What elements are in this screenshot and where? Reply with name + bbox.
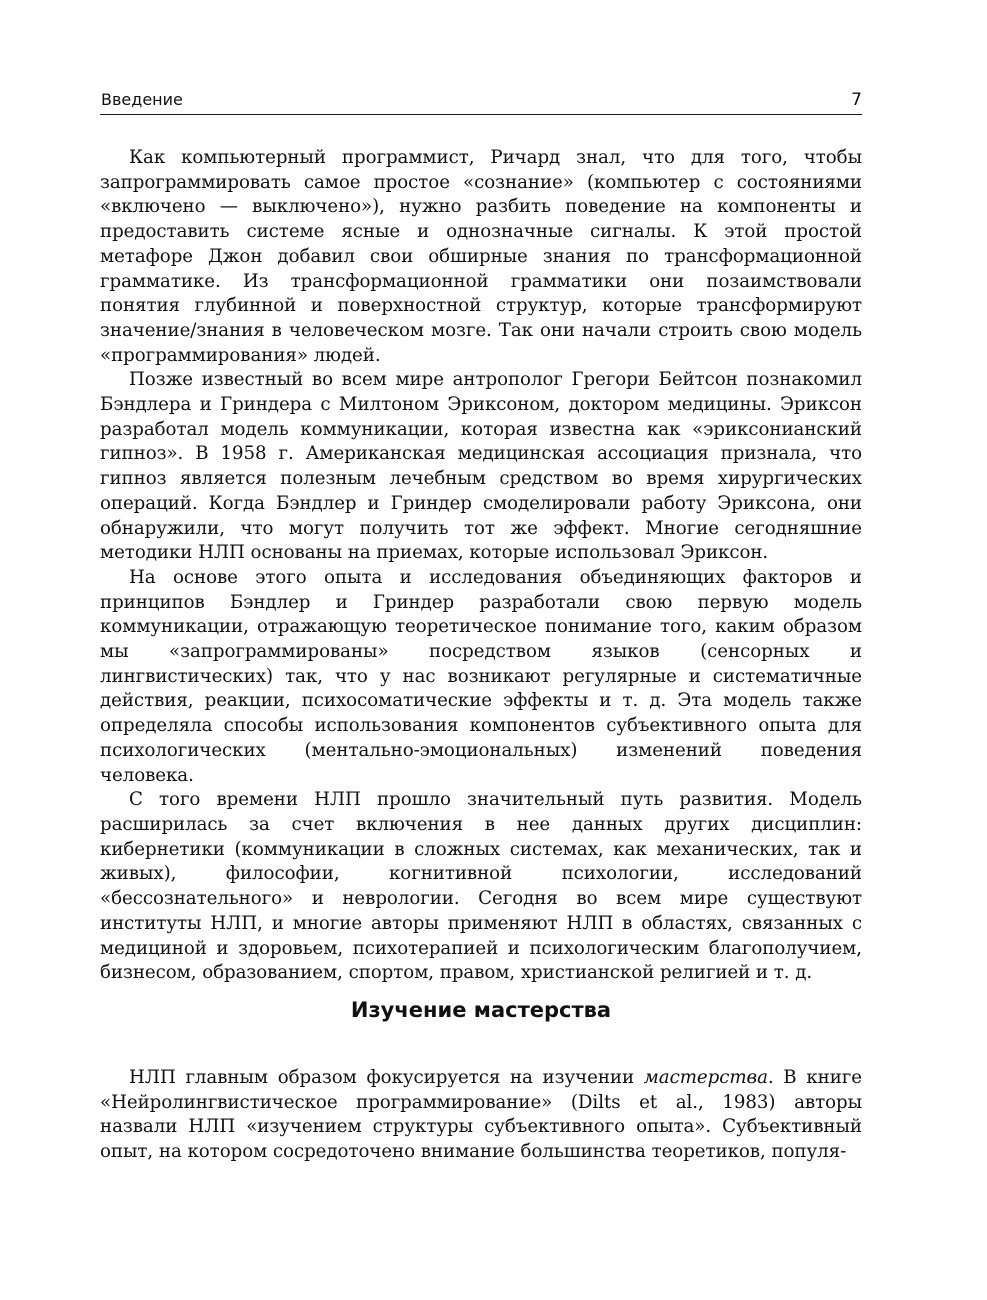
running-header [100, 88, 862, 115]
section-title: Введение [101, 90, 183, 109]
paragraph-2: Позже известный во всем мире антрополог Грегори Бейтсон познакомил Бэндлера и Гриндера с Милтоном Эриксоном, доктором медицины. Эриксон разработал модель коммуникации, которая известна как «эриксонианский гипноз». В 1958 г. Американская медицинская ассоциация признала, что гипноз является полезным лечебным средством во время хирургических операций. Когда Бэндлер и Гриндер смоделировали работу Эриксона, они обнаружили, что могут получить тот же эффект. Многие сегодняшние методики НЛП основаны на приемах, которые использовал Эриксон. [100, 369, 862, 564]
paragraph-5-rest: . В книге «Нейролингвистическое программирование» (Dilts et al., 1983) авторы назвали НЛП «изучением структуры субъективного опыта». Субъективный опыт, на котором сосредоточено внимание большинства теоретиков, популя- [100, 1067, 862, 1163]
section-heading: Изучение мастерства [350, 998, 612, 1022]
page-number: 7 [851, 90, 862, 110]
emphasis-term: мастерства [643, 1067, 768, 1088]
paragraph-5-start: НЛП главным образом фокусируется на изучении [129, 1067, 644, 1088]
body-text [100, 146, 862, 986]
paragraph-3: На основе этого опыта и исследования объединяющих факторов и принципов Бэндлер и Гриндер разработали свою первую модель коммуникации, отражающую теоретическое понимание того, каким образом мы «запрограммированы» посредством языков (сенсорных и лингвистических) так, что у нас возникают регулярные и систематичные действия, реакции, психосоматические эффекты и т. д. Эта модель также определяла способы использования компонентов субъективного опыта для психологических (ментально-эмоциональных) изменений поведения человека. [100, 566, 862, 786]
body-text-continued [100, 1066, 862, 1165]
paragraph-1: Как компьютерный программист, Ричард знал, что для того, чтобы запрограммировать самое простое «сознание» (компьютер с состояниями «включено — выключено»), нужно разбить поведение на компоненты и предоставить системе ясные и однозначные сигналы. К этой простой метафоре Джон добавил свои обширные знания по трансформационной грамматике. Из трансформационной грамматики они позаимствовали понятия глубинной и поверхностной структур, которые трансформируют значение/знания в человеческом мозге. Так они начали строить свою модель «программирования» людей. [100, 147, 862, 366]
paragraph-5 [100, 1066, 862, 1165]
paragraph-4: С того времени НЛП прошло значительный путь развития. Модель расширилась за счет включения в нее данных других дисциплин: кибернетики (коммуникации в сложных системах, как механических, так и живых), философии, когнитивной психологии, исследований «бессознательного» и неврологии. Сегодня во всем мире существуют институты НЛП, и многие авторы применяют НЛП в областях, связанных с медициной и здоровьем, психотерапией и психологическим благополучием, бизнесом, образованием, спортом, правом, христианской религией и т. д. [100, 789, 862, 984]
